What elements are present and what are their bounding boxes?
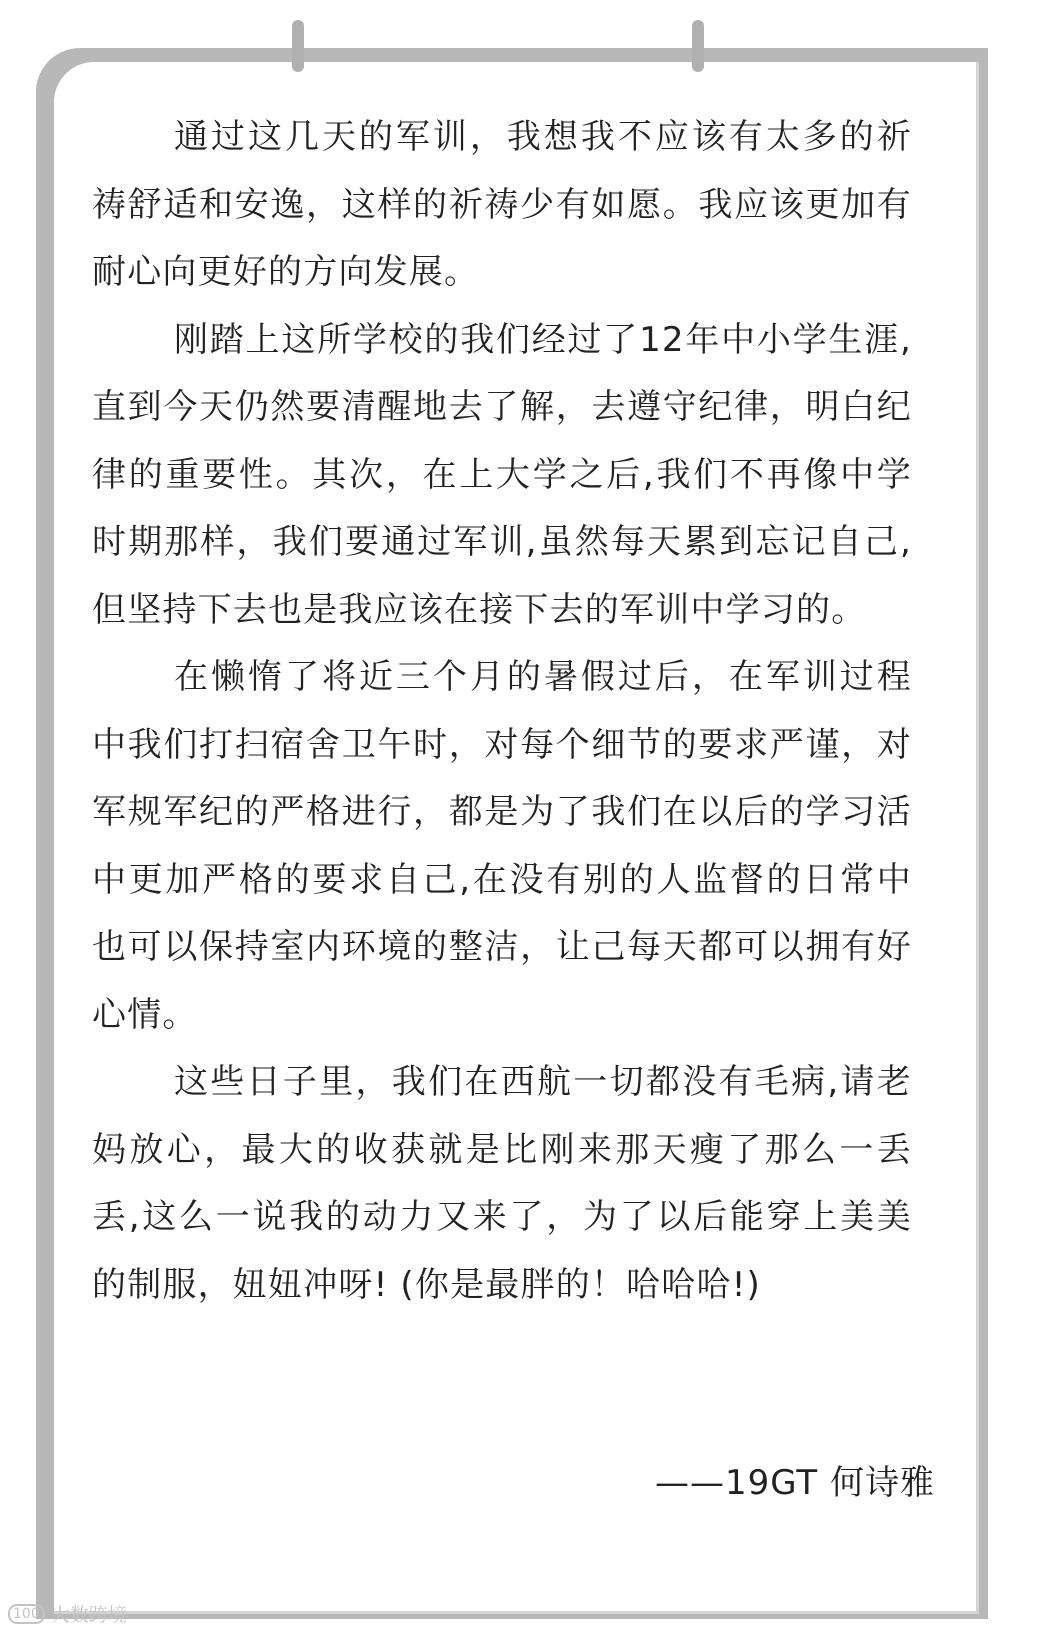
paragraph-4: 这些日子里，我们在西航一切都没有毛病,请老妈放心，最大的收获就是比刚来那天瘦了那么一丢丢,这么一说我的动力又来了，为了以后能穿上美美的制服，妞妞冲呀! (你是最胖的！哈哈哈!) <box>92 1062 912 1305</box>
paragraph-3: 在懒惰了将近三个月的暑假过后，在军训过程中我们打扫宿舍卫午时，对每个细节的要求严谨，对军规军纪的严格进行，都是为了我们在以后的学习活中更加严格的要求自己,在没有别的人监督的日常中也可以保持室内环境的整洁，让己每天都可以拥有好心情。 <box>92 657 912 1035</box>
author-signature: ——19GT 何诗雅 <box>655 1463 935 1503</box>
watermark <box>8 1600 127 1627</box>
watermark-logo-icon: 100 <box>8 1604 45 1624</box>
paragraph-1: 通过这几天的军训，我想我不应该有太多的祈祷舒适和安逸，这样的祈祷少有如愿。我应该更加有耐心向更好的方向发展。 <box>92 117 912 292</box>
essay-body <box>92 104 912 1319</box>
binder-ring-left <box>292 20 304 72</box>
paragraph-2: 刚踏上这所学校的我们经过了12年中小学生涯,直到今天仍然要清醒地去了解，去遵守纪律，明白纪律的重要性。其次，在上大学之后,我们不再像中学时期那样，我们要通过军训,虽然每天累到忘记自己,但坚持下去也是我应该在接下去的军训中学习的。 <box>92 319 912 630</box>
watermark-text: 大数跨境 <box>50 1604 127 1626</box>
binder-ring-right <box>692 20 704 72</box>
